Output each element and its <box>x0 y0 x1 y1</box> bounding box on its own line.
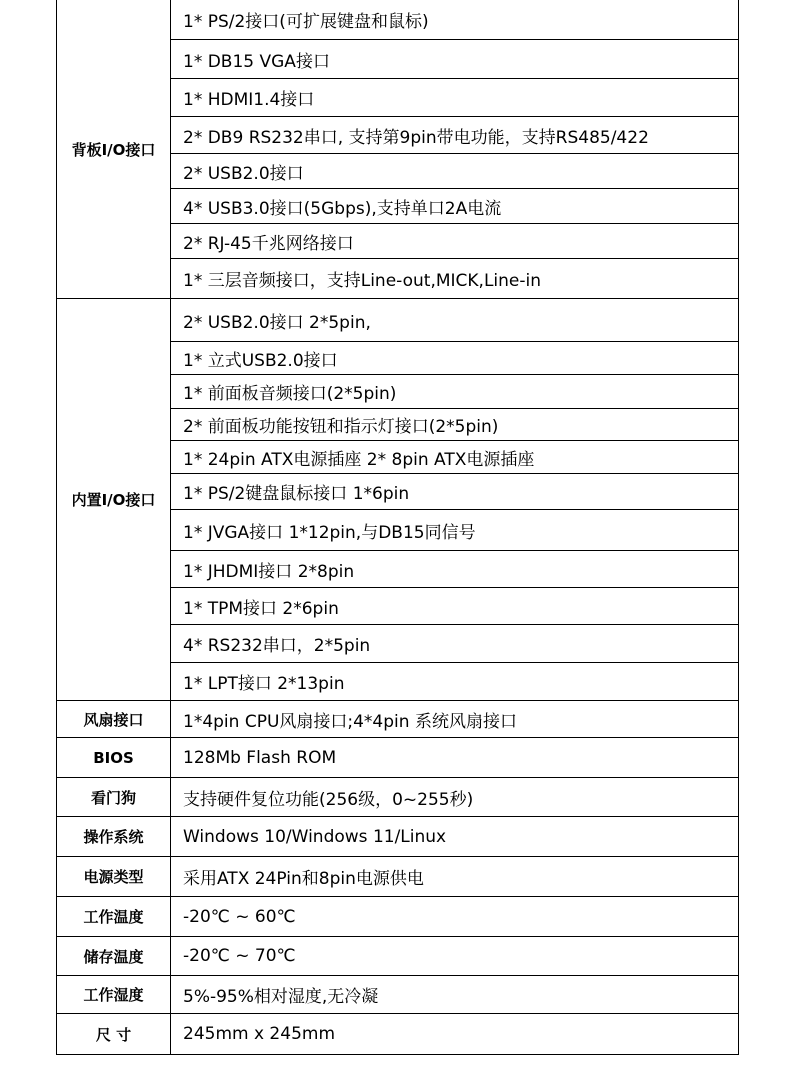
spec-values <box>171 857 738 896</box>
spec-value: -20℃ ~ 70℃ <box>183 946 296 966</box>
spec-values <box>171 976 738 1013</box>
spec-values <box>171 299 738 700</box>
spec-values <box>171 778 738 816</box>
spec-label: 工作温度 <box>57 897 171 936</box>
spec-value: 2* RJ-45千兆网络接口 <box>171 223 738 258</box>
spec-value: -20℃ ~ 60℃ <box>183 906 296 927</box>
spec-table <box>56 0 739 1055</box>
spec-group-internal-io <box>57 298 738 700</box>
spec-label: 看门狗 <box>57 778 171 816</box>
spec-value: 1* TPM接口 2*6pin <box>171 587 738 624</box>
spec-values <box>171 738 738 777</box>
spec-value: 1* 前面板音频接口(2*5pin) <box>171 374 738 408</box>
spec-value: 4* USB3.0接口(5Gbps),支持单口2A电流 <box>171 188 738 223</box>
spec-value: 128Mb Flash ROM <box>183 747 337 768</box>
spec-values <box>171 937 738 975</box>
spec-value: 1* 立式USB2.0接口 <box>171 341 738 374</box>
spec-group-os <box>57 816 738 856</box>
spec-value: 1* 三层音频接口，支持Line-out,MICK,Line-in <box>171 258 738 298</box>
spec-value: 2* USB2.0接口 <box>171 153 738 188</box>
spec-value: 2* 前面板功能按钮和指示灯接口(2*5pin) <box>171 408 738 440</box>
spec-value: 1* HDMI1.4接口 <box>171 78 738 116</box>
spec-values <box>171 897 738 936</box>
spec-label: 储存温度 <box>57 937 171 975</box>
spec-value: 1* DB15 VGA接口 <box>171 39 738 78</box>
spec-label: 工作湿度 <box>57 976 171 1013</box>
spec-group-watchdog <box>57 777 738 816</box>
spec-value: 支持硬件复位功能(256级，0~255秒) <box>183 789 474 810</box>
spec-group-dimensions <box>57 1013 738 1054</box>
spec-label: BIOS <box>57 738 171 777</box>
spec-group-storage-temp <box>57 936 738 975</box>
spec-value: 1* LPT接口 2*13pin <box>171 662 738 700</box>
spec-value: 2* USB2.0接口 2*5pin, <box>183 312 371 333</box>
spec-value: 5%-95%相对湿度,无冷凝 <box>183 987 379 1007</box>
spec-group-humidity <box>57 975 738 1013</box>
spec-group-rear-io <box>57 0 738 298</box>
spec-group-bios <box>57 737 738 777</box>
spec-value: 1* PS/2键盘鼠标接口 1*6pin <box>171 473 738 509</box>
spec-values <box>171 0 738 298</box>
spec-value: Windows 10/Windows 11/Linux <box>183 826 447 847</box>
spec-value: 1* PS/2接口(可扩展键盘和鼠标) <box>183 12 429 32</box>
spec-value: 4* RS232串口，2*5pin <box>171 624 738 662</box>
spec-value: 1*4pin CPU风扇接口;4*4pin 系统风扇接口 <box>183 711 517 732</box>
spec-label: 尺 寸 <box>57 1014 171 1054</box>
spec-value: 1* 24pin ATX电源插座 2* 8pin ATX电源插座 <box>171 440 738 473</box>
spec-value: 1* JHDMI接口 2*8pin <box>171 550 738 587</box>
spec-label: 背板I/O接口 <box>57 0 171 298</box>
spec-value: 245mm x 245mm <box>183 1024 336 1044</box>
spec-values <box>171 817 738 856</box>
spec-values <box>171 701 738 737</box>
spec-value: 1* JVGA接口 1*12pin,与DB15同信号 <box>171 509 738 550</box>
spec-values <box>171 1014 738 1054</box>
spec-label: 操作系统 <box>57 817 171 856</box>
spec-label: 电源类型 <box>57 857 171 896</box>
spec-group-power <box>57 856 738 896</box>
spec-label: 内置I/O接口 <box>57 299 171 700</box>
spec-group-operating-temp <box>57 896 738 936</box>
spec-value: 采用ATX 24Pin和8pin电源供电 <box>183 869 424 889</box>
spec-value: 2* DB9 RS232串口, 支持第9pin带电功能，支持RS485/422 <box>171 116 738 153</box>
spec-label: 风扇接口 <box>57 701 171 737</box>
spec-group-fan <box>57 700 738 737</box>
